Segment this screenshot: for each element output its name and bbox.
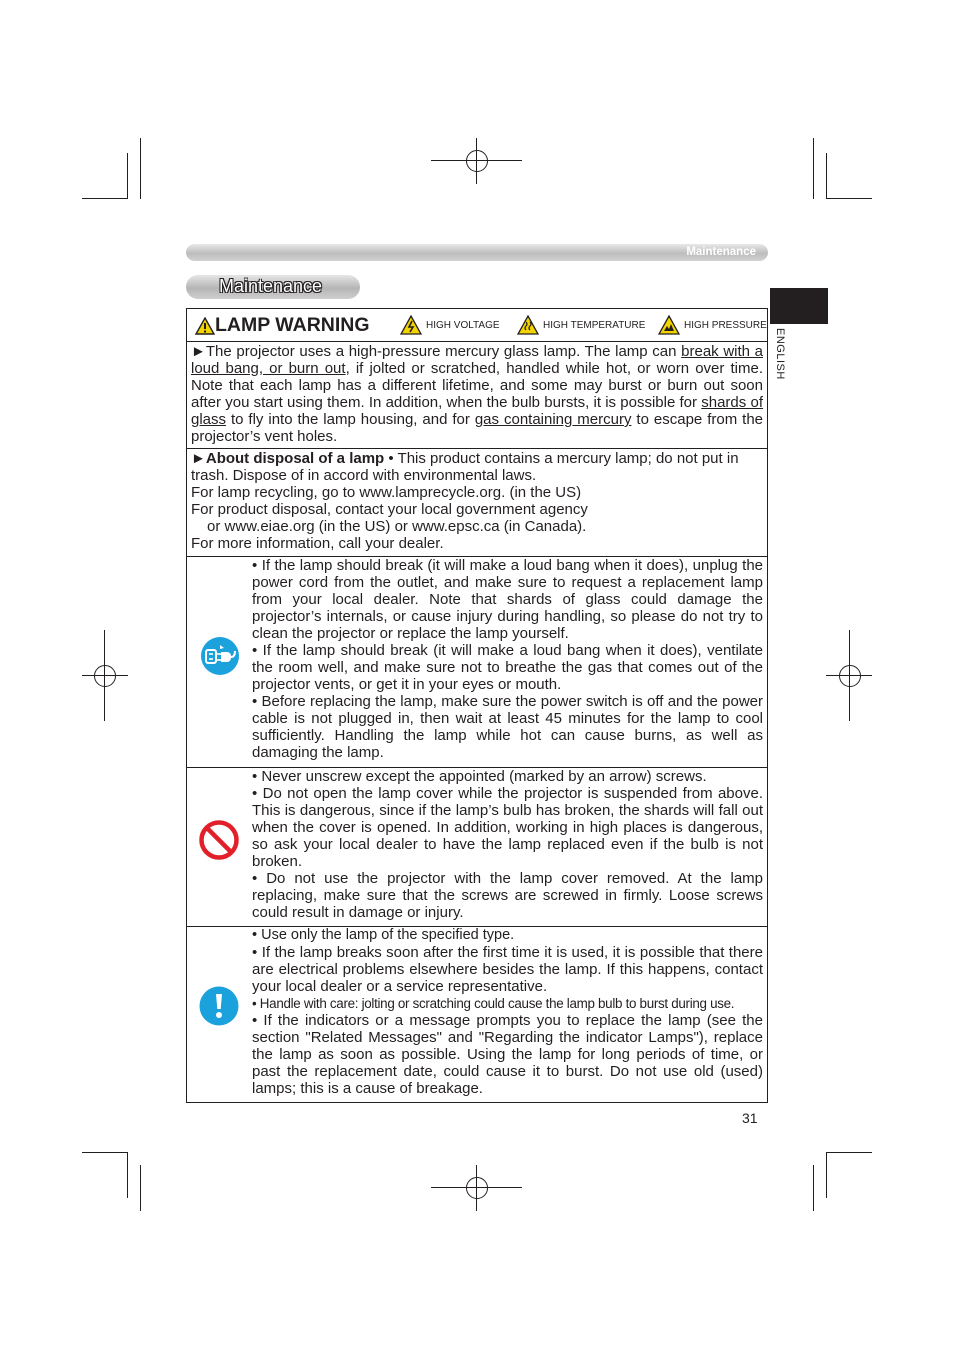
text-segment: to escape from the projector’s vent holes. bbox=[191, 411, 763, 445]
running-title: Maintenance bbox=[686, 246, 756, 258]
list-item: • Use only the lamp of the specified type. bbox=[252, 927, 515, 943]
list-item: • Before replacing the lamp, make sure the power switch is off and the power cable is not plugged in, then wait at least 45 minutes for the lamp to cool sufficiently. Handling the lamp while hot can cause burns, as well as damaging the lamp. bbox=[252, 693, 763, 761]
underlined-text: shards of glass bbox=[191, 394, 764, 428]
lamp-type-section bbox=[186, 926, 768, 1103]
lamp-warning-title bbox=[195, 314, 370, 337]
language-label: ENGLISH bbox=[774, 328, 786, 380]
list-item: • Handle with care: jolting or scratching could cause the lamp bulb to burst during use. bbox=[252, 996, 735, 1011]
section-title: Maintenance bbox=[219, 276, 323, 296]
exclamation-icon bbox=[199, 986, 239, 1026]
hazard-high-pressure bbox=[658, 315, 767, 335]
running-header bbox=[186, 244, 768, 261]
warning-triangle-icon bbox=[195, 317, 215, 335]
hazard-label: HIGH PRESSURE bbox=[684, 319, 767, 331]
list-item: • Never unscrew except the appointed (marked by an arrow) screws. bbox=[252, 768, 707, 785]
lamp-type-text bbox=[252, 927, 763, 1097]
underlined-text: break with a loud bang, or burn out bbox=[191, 343, 764, 377]
list-item: • Do not open the lamp cover while the projector is suspended from above. This is dangerous, since if the lamp’s bulb has broken, the shards will fall out when the cover is opened. In addition, working in high places is dangerous, so ask your local dealer to have the lamp replaced even if the bulb is not broken. bbox=[252, 785, 763, 870]
lamp-break-section bbox=[186, 556, 768, 768]
list-item: • If the lamp breaks soon after the first time it is used, it is possible that there are electrical problems elsewhere besides the lamp. If this happens, contact your local dealer or a service representative. bbox=[252, 944, 763, 995]
high-pressure-icon bbox=[658, 315, 680, 335]
disposal-heading: About disposal of a lamp bbox=[205, 450, 385, 467]
text-segment: to fly into the lamp housing, and for bbox=[226, 411, 475, 428]
lamp-disposal-section bbox=[186, 448, 768, 557]
list-item: • If the lamp should break (it will make a loud bang when it does), unplug the power cord from the outlet, and make sure to request a replacement lamp from your local dealer. Note that shards of glass could damage the projector’s internals, or cause injury during handling, so please do not try to clean the projector or replace the lamp yourself. bbox=[252, 557, 763, 642]
hazard-high-temperature bbox=[517, 315, 645, 335]
hazard-label: HIGH TEMPERATURE bbox=[543, 319, 646, 331]
text-segment: , if jolted or scratched, handled while hot, or worn over time. Note that each lamp has a different lifetime, and some may burst or burn out soon after you start using them. In addition, when the bulb bursts, it is possible for bbox=[191, 360, 763, 411]
text-segment: ►The projector uses a high-pressure mercury glass lamp. The lamp can bbox=[191, 343, 682, 360]
lamp-warning-header bbox=[186, 308, 768, 342]
high-voltage-icon bbox=[400, 315, 422, 335]
section-title-pill bbox=[186, 275, 360, 299]
thumb-tab bbox=[770, 288, 828, 324]
unplug-icon bbox=[200, 636, 240, 676]
hazard-label: HIGH VOLTAGE bbox=[426, 319, 500, 331]
hazard-high-voltage bbox=[400, 315, 500, 335]
disposal-line: For product disposal, contact your local government agency bbox=[191, 501, 588, 518]
dealer-line: For more information, call your dealer. bbox=[191, 535, 444, 552]
lamp-warning-text: LAMP WARNING bbox=[215, 314, 370, 336]
mercury-lamp-paragraph bbox=[186, 341, 768, 449]
lamp-break-text bbox=[252, 557, 763, 761]
lamp-cover-section bbox=[186, 767, 768, 927]
prohibition-icon bbox=[198, 819, 240, 861]
lamp-cover-text bbox=[252, 768, 763, 921]
high-temperature-icon bbox=[517, 315, 539, 335]
language-tab bbox=[770, 330, 790, 390]
list-item: • If the indicators or a message prompts you to replace the lamp (see the section "Related Messages" and "Regarding the indicator Lamps"), replace the lamp as soon as possible. Using the lamp for long periods of time, or past the replacement date, could cause it to burst. Do not use old (used) lamps; this is a cause of breakage. bbox=[252, 1012, 763, 1097]
page-number: 31 bbox=[742, 1110, 758, 1126]
disposal-websites-line: or www.eiae.org (in the US) or www.epsc.ca (in Canada). bbox=[207, 518, 587, 535]
disposal-text: • This product contains a mercury lamp; do not put in trash. Dispose of in accord with environmental laws. bbox=[191, 450, 739, 484]
recycling-line: For lamp recycling, go to www.lamprecycle.org. (in the US) bbox=[191, 484, 582, 501]
list-item: • If the lamp should break (it will make a loud bang when it does), ventilate the room well, and make sure not to breathe the gas that comes out of the projector vents, or get it in your eyes or mouth. bbox=[252, 642, 763, 693]
underlined-text: gas containing mercury bbox=[474, 411, 632, 428]
arrow-marker: ► bbox=[191, 450, 206, 467]
list-item: • Do not use the projector with the lamp cover removed. At the lamp replacing, make sure that the screws are screwed in firmly. Loose screws could result in damage or injury. bbox=[252, 870, 763, 921]
